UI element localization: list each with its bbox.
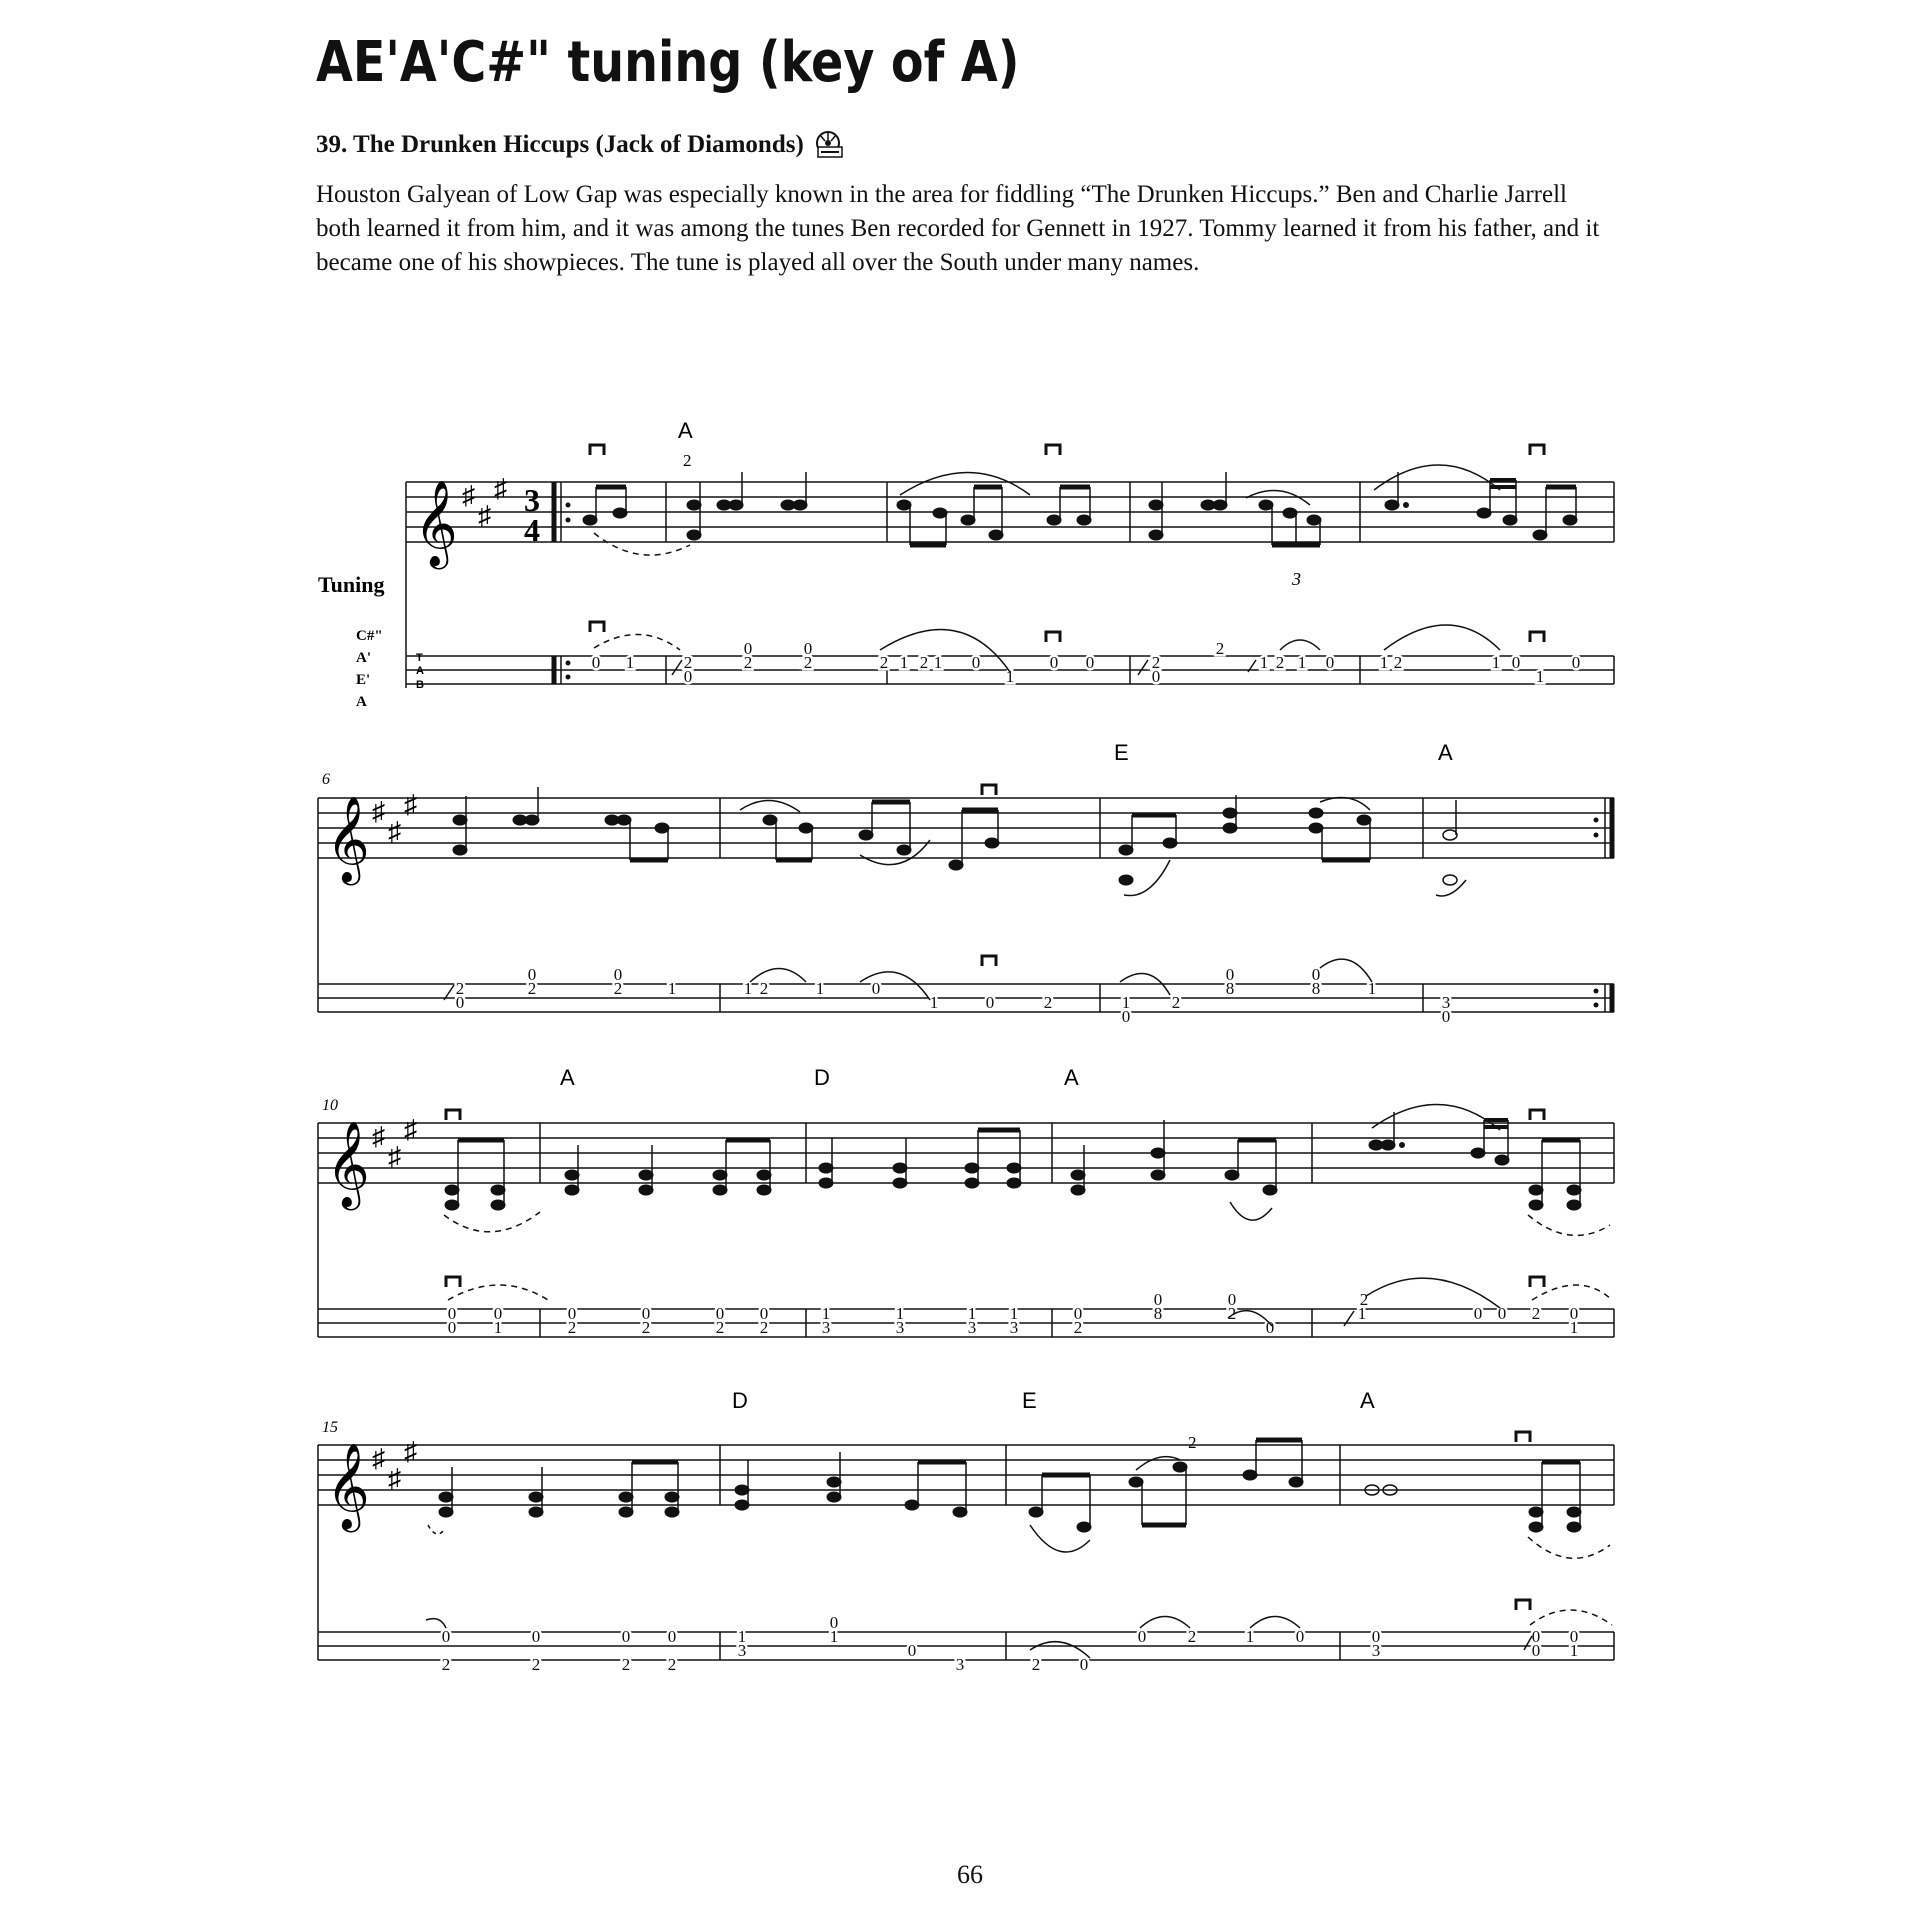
tab-number: 0	[1497, 1304, 1507, 1323]
time-signature-top: 3	[524, 482, 540, 518]
tab-number: 1	[1259, 653, 1269, 672]
notes	[445, 1112, 1581, 1210]
tab-number: 0	[1473, 1304, 1483, 1323]
chord-symbol: A	[1360, 1388, 1375, 1413]
chord-symbol: A	[1064, 1065, 1079, 1090]
tab-number: 1	[1379, 653, 1389, 672]
tuning-label: Tuning	[318, 572, 385, 597]
tab-number: 2	[1171, 993, 1181, 1012]
tab-number: 1	[895, 1304, 905, 1323]
tab-number: 2	[621, 1655, 631, 1674]
staff-lines	[406, 482, 1614, 542]
tab-number: 1	[737, 1627, 747, 1646]
sharp-icon: ♯	[388, 1464, 401, 1493]
tab-number: 2	[441, 1655, 451, 1674]
tab-number: 3	[737, 1641, 747, 1660]
down-bow-icon	[446, 1110, 1544, 1287]
tab-number: 2	[1031, 1655, 1041, 1674]
chord-symbol: D	[732, 1388, 748, 1413]
treble-clef-icon: 𝄞	[326, 799, 370, 881]
tab-number: 2	[1073, 1318, 1083, 1337]
tab-number: 2	[803, 653, 813, 672]
tab-number: 0	[743, 639, 753, 658]
tab-number: 2	[919, 653, 929, 672]
tab-number: 0	[715, 1304, 725, 1323]
down-bow-icon	[590, 445, 1544, 455]
tab-number: 1	[493, 1318, 503, 1337]
tab-number: 3	[895, 1318, 905, 1337]
tab-number: 2	[613, 979, 623, 998]
tab-number: 0	[621, 1627, 631, 1646]
tab-number: 2	[759, 979, 769, 998]
tab-number: 0	[803, 639, 813, 658]
page-title: AE'A'C#" tuning (key of A)	[316, 30, 1020, 95]
tab-number: 0	[1295, 1627, 1305, 1646]
tab-number: 1	[821, 1304, 831, 1323]
tab-number: 0	[871, 979, 881, 998]
measure-number: 6	[322, 771, 330, 788]
tab-number: 1	[1535, 667, 1545, 686]
tab-number: 3	[1371, 1641, 1381, 1660]
fingering-number: 2	[1188, 1433, 1197, 1452]
tab-number: 2	[759, 1318, 769, 1337]
tab-number: 1	[929, 993, 939, 1012]
fingering-number: 2	[683, 451, 692, 470]
down-bow-icon	[1516, 1432, 1530, 1610]
chord-symbol: A	[560, 1065, 575, 1090]
system-1	[318, 418, 1614, 710]
tab-number: 0	[1085, 653, 1095, 672]
tab-number: 1	[933, 653, 943, 672]
tab-number: 2	[1151, 653, 1161, 672]
tab-number: 2	[1215, 639, 1225, 658]
tab-number: 2	[567, 1318, 577, 1337]
tab-number: 1	[1367, 979, 1377, 998]
tab-number: 3	[821, 1318, 831, 1337]
tab-number: 0	[613, 965, 623, 984]
tuning-strings	[356, 628, 383, 710]
tab-number: 0	[1511, 653, 1521, 672]
tab-number: 2	[641, 1318, 651, 1337]
string-name: A	[356, 694, 367, 710]
tab-number: 1	[625, 653, 635, 672]
time-signature-bottom: 4	[524, 512, 540, 548]
chord-symbol: E	[1022, 1388, 1037, 1413]
tab-number: 2	[743, 653, 753, 672]
tab-number: 1	[1009, 1304, 1019, 1323]
tab-number: 1	[743, 979, 753, 998]
notes	[439, 1440, 1581, 1532]
tab-numbers	[448, 1290, 1579, 1337]
sharp-icon: ♯	[494, 474, 507, 503]
tab-number: 0	[683, 667, 693, 686]
tab-number: 0	[1265, 1318, 1275, 1337]
sharp-icon: ♯	[372, 1444, 385, 1473]
string-name: C#"	[356, 628, 383, 644]
tab-letter: A	[416, 665, 424, 677]
tab-number: 3	[955, 1655, 965, 1674]
chord-symbol: D	[814, 1065, 830, 1090]
tab-number: 0	[759, 1304, 769, 1323]
tab-numbers	[592, 639, 1581, 686]
tab-number: 3	[967, 1318, 977, 1337]
tab-number: 0	[829, 1613, 839, 1632]
tab-number: 0	[1531, 1627, 1541, 1646]
tab-number: 0	[667, 1627, 677, 1646]
tab-numbers	[456, 965, 1451, 1026]
tab-number: 2	[1275, 653, 1285, 672]
sharp-icon: ♯	[478, 501, 491, 530]
sharp-icon: ♯	[404, 790, 417, 819]
tab-number: 0	[1151, 667, 1161, 686]
tab-number: 1	[1005, 667, 1015, 686]
tab-number: 0	[455, 993, 465, 1012]
tab-number: 0	[447, 1304, 457, 1323]
sharp-icon: ♯	[404, 1437, 417, 1466]
system-2	[318, 740, 1614, 1026]
tab-number: 0	[591, 653, 601, 672]
chord-symbol: A	[678, 418, 693, 443]
string-name: E'	[356, 672, 371, 688]
tab-number: 1	[1121, 993, 1131, 1012]
tab-number: 3	[1009, 1318, 1019, 1337]
tab-number: 0	[971, 653, 981, 672]
page-number: 66	[957, 1860, 983, 1889]
sharp-icon: ♯	[372, 1122, 385, 1151]
tab-number: 0	[1531, 1641, 1541, 1660]
triplet-number: 3	[1292, 569, 1301, 589]
sharp-icon: ♯	[372, 797, 385, 826]
system-3	[318, 1065, 1614, 1337]
tab-number: 0	[1153, 1290, 1163, 1309]
treble-clef-icon: 𝄞	[326, 1124, 370, 1206]
tab-number: 2	[1393, 653, 1403, 672]
tab-number: 3	[1441, 993, 1451, 1012]
tune-title: 39. The Drunken Hiccups (Jack of Diamonds)	[316, 131, 804, 158]
tab-numbers	[442, 1613, 1579, 1674]
tab-number: 0	[1049, 653, 1059, 672]
tab-number: 0	[1441, 1007, 1451, 1026]
tab-number: 2	[1043, 993, 1053, 1012]
tab-number: 0	[527, 965, 537, 984]
tab-number: 1	[1569, 1318, 1579, 1337]
tab-number: 0	[1569, 1304, 1579, 1323]
tab-number: 2	[1187, 1627, 1197, 1646]
tab-number: 1	[967, 1304, 977, 1323]
system-4	[318, 1388, 1614, 1674]
tab-number: 2	[527, 979, 537, 998]
tab-number: 0	[1079, 1655, 1089, 1674]
notes	[453, 787, 1371, 885]
chord-symbol: A	[1438, 740, 1453, 765]
tab-number: 1	[1357, 1304, 1367, 1323]
tab-number: 1	[1491, 653, 1501, 672]
tab-number: 2	[1359, 1290, 1369, 1309]
tab-number: 0	[1325, 653, 1335, 672]
tab-number: 2	[667, 1655, 677, 1674]
tab-number: 2	[455, 979, 465, 998]
tab-number: 1	[829, 1627, 839, 1646]
tab-number: 1	[667, 979, 677, 998]
tab-number: 2	[715, 1318, 725, 1337]
treble-clef-icon: 𝄞	[414, 483, 458, 565]
tab-number: 0	[985, 993, 995, 1012]
tab-number: 1	[1245, 1627, 1255, 1646]
tab-number: 0	[1227, 1290, 1237, 1309]
tab-number: 0	[447, 1318, 457, 1337]
sharp-icon: ♯	[404, 1115, 417, 1144]
tab-number: 0	[1311, 965, 1321, 984]
measure-number: 15	[322, 1419, 338, 1436]
tab-number: 8	[1311, 979, 1321, 998]
tab-number: 1	[899, 653, 909, 672]
sharp-icon: ♯	[388, 1142, 401, 1171]
tab-number: 2	[1531, 1304, 1541, 1323]
tab-number: 0	[567, 1304, 577, 1323]
tab-number: 0	[1571, 653, 1581, 672]
tab-number: 0	[531, 1627, 541, 1646]
tab-letter: B	[416, 679, 424, 691]
tab-number: 1	[1297, 653, 1307, 672]
tab-number: 0	[1121, 1007, 1131, 1026]
sharp-icon: ♯	[388, 817, 401, 846]
chord-symbol: E	[1114, 740, 1129, 765]
tab-number: 8	[1153, 1304, 1163, 1323]
string-name: A'	[356, 650, 371, 666]
tab-number: 2	[683, 653, 693, 672]
tab-number: 1	[815, 979, 825, 998]
tab-letter: T	[416, 652, 423, 664]
tab-number: 1	[1569, 1641, 1579, 1660]
treble-clef-icon: 𝄞	[326, 1446, 370, 1528]
tab-number: 0	[1073, 1304, 1083, 1323]
tab-number: 0	[641, 1304, 651, 1323]
tab-number: 0	[493, 1304, 503, 1323]
tab-number: 2	[1227, 1304, 1237, 1323]
tab-number: 0	[1569, 1627, 1579, 1646]
tab-number: 0	[441, 1627, 451, 1646]
tune-description: Houston Galyean of Low Gap was especially known in the area for fiddling “The Drunken Hiccups.” Ben and Charlie Jarrell both learned it from him, and it was among the tunes Ben recorded for Gennett in 1927. Tommy learned it from his father, and it became one of his showpieces. The tune is played all over the South under many names.	[316, 181, 1600, 276]
tab-number: 0	[1137, 1627, 1147, 1646]
tab-number: 0	[1225, 965, 1235, 984]
tab-number: 2	[879, 653, 889, 672]
tab-number: 2	[531, 1655, 541, 1674]
sharp-icon: ♯	[462, 481, 475, 510]
notes	[583, 472, 1577, 545]
tab-number: 0	[1371, 1627, 1381, 1646]
measure-number: 10	[322, 1097, 338, 1114]
tab-number: 8	[1225, 979, 1235, 998]
tab-number: 0	[907, 1641, 917, 1660]
